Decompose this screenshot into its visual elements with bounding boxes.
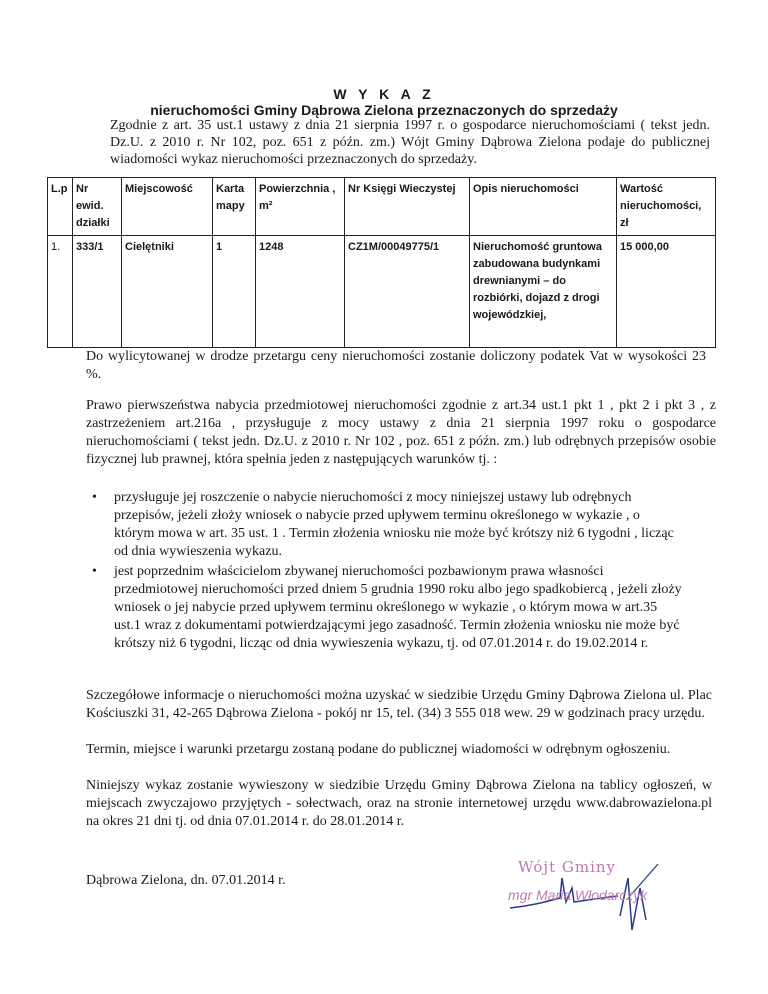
- place-date: Dąbrowa Zielona, dn. 07.01.2014 r.: [86, 873, 286, 888]
- priority-paragraph: Prawo pierwszeństwa nabycia przedmiotowej nieruchomości zgodnie z art.34 ust.1 pkt 1 , pkt 2 i pkt 3 , z zastrzeżeniem art.216a , przysługuje z mocy ustawy z dnia 21 sierpnia 1997 roku o gospodarce nieruchomościami ( tekst jedn. Dz.U. z 2010 r. Nr 102 , poz. 651 z późn. zm.) lub odrębnych przepisów osobie fizycznej lub prawnej, która spełnia jeden z następujących warunków tj. :: [86, 398, 716, 467]
- cell-land-register: CZ1M/00049775/1: [345, 236, 470, 348]
- cell-lp: 1.: [48, 236, 73, 348]
- bullet-icon: •: [92, 564, 97, 579]
- cell-map-sheet: 1: [213, 236, 256, 348]
- col-header-description: Opis nieruchomości: [470, 178, 617, 236]
- bullet-text: przysługuje jej roszczenie o nabycie nieruchomości z mocy niniejszej ustawy lub odrębnych przepisów, jeżeli złoży wniosek o nabycie przed upływem terminu określonego w wykazie , o którym mowa w art. 35 ust. 1 . Termin złożenia wniosku nie może być krótszy niż 6 tygodni , licząc od dnia wywieszenia wykazu.: [114, 490, 674, 559]
- cell-parcel: 333/1: [73, 236, 122, 348]
- document-title: W Y K A Z: [333, 86, 435, 102]
- list-item: [92, 489, 682, 561]
- col-header-locality: Miejscowość: [122, 178, 213, 236]
- details-paragraph: Szczegółowe informacje o nieruchomości można uzyskać w siedzibie Urzędu Gminy Dąbrowa Zielona ul. Plac Kościuszki 31, 42-265 Dąbrowa Zielona - pokój nr 15, tel. (34) 3 555 018 wew. 29 w godzinach pracy urzędu.: [86, 688, 712, 721]
- posting-paragraph: Niniejszy wykaz zostanie wywieszony w siedzibie Urzędu Gminy Dąbrowa Zielona na tablicy ogłoszeń, w miejscach zwyczajowo przyjętych - sołectwach, oraz na stronie internetowej urzędu www.dabrowazielona.pl na okres 21 dni tj. od dnia 07.01.2014 r. do 28.01.2014 r.: [86, 778, 712, 829]
- table-row: [48, 236, 716, 348]
- col-header-map-sheet: Karta mapy: [213, 178, 256, 236]
- table-header-row: [48, 178, 716, 236]
- intro-paragraph: Zgodnie z art. 35 ust.1 ustawy z dnia 21 sierpnia 1997 r. o gospodarce nieruchomościami ( tekst jedn. Dz.U. z 2010 r. Nr 102, poz. 651 z późn. zm.) Wójt Gminy Dąbrowa Zielona podaje do publicznej wiadomości wykaz nieruchomości przeznaczonych do sprzedaży.: [110, 118, 710, 167]
- stamp-name: mgr Maria Włodarczyk: [508, 887, 648, 903]
- vat-note: Do wylicytowanej w drodze przetargu ceny nieruchomości zostanie doliczony podatek Vat w wysokości 23 %.: [86, 349, 706, 382]
- property-table: [47, 177, 716, 348]
- cell-description: Nieruchomość gruntowa zabudowana budynkami drewnianymi – do rozbiórki, dojazd z drogi wojewódzkiej,: [470, 236, 617, 348]
- list-item: [92, 563, 682, 653]
- col-header-value: Wartość nieruchomości, zł: [617, 178, 716, 236]
- cell-area: 1248: [256, 236, 345, 348]
- col-header-area: Powierzchnia , m²: [256, 178, 345, 236]
- bullet-icon: •: [92, 490, 97, 505]
- bullet-text: jest poprzednim właścicielom zbywanej nieruchomości pozbawionym prawa własności przedmiotowej nieruchomości przed dniem 5 grudnia 1990 roku albo jego spadkobiercą , jeżeli złoży wniosek o jej nabycie przed upływem terminu określonego w wykazie , o którym mowa w art.35 ust.1 wraz z dokumentami potwierdzającymi jego zasadność. Termin złożenia wniosku nie może być krótszy niż 6 tygodni, licząc od dnia wywieszenia wykazu, tj. od 07.01.2014 r. do 19.02.2014 r.: [114, 564, 682, 651]
- col-header-lp: L.p: [48, 178, 73, 236]
- terms-paragraph: Termin, miejsce i warunki przetargu zostaną podane do publicznej wiadomości w odrębnym ogłoszeniu.: [86, 742, 671, 757]
- cell-value: 15 000,00: [617, 236, 716, 348]
- document-subtitle: nieruchomości Gminy Dąbrowa Zielona przeznaczonych do sprzedaży: [150, 102, 618, 118]
- stamp-title: Wójt Gminy: [518, 858, 617, 876]
- col-header-land-register: Nr Księgi Wieczystej: [345, 178, 470, 236]
- conditions-list: [92, 489, 682, 655]
- cell-locality: Cielętniki: [122, 236, 213, 348]
- col-header-parcel: Nr ewid. działki: [73, 178, 122, 236]
